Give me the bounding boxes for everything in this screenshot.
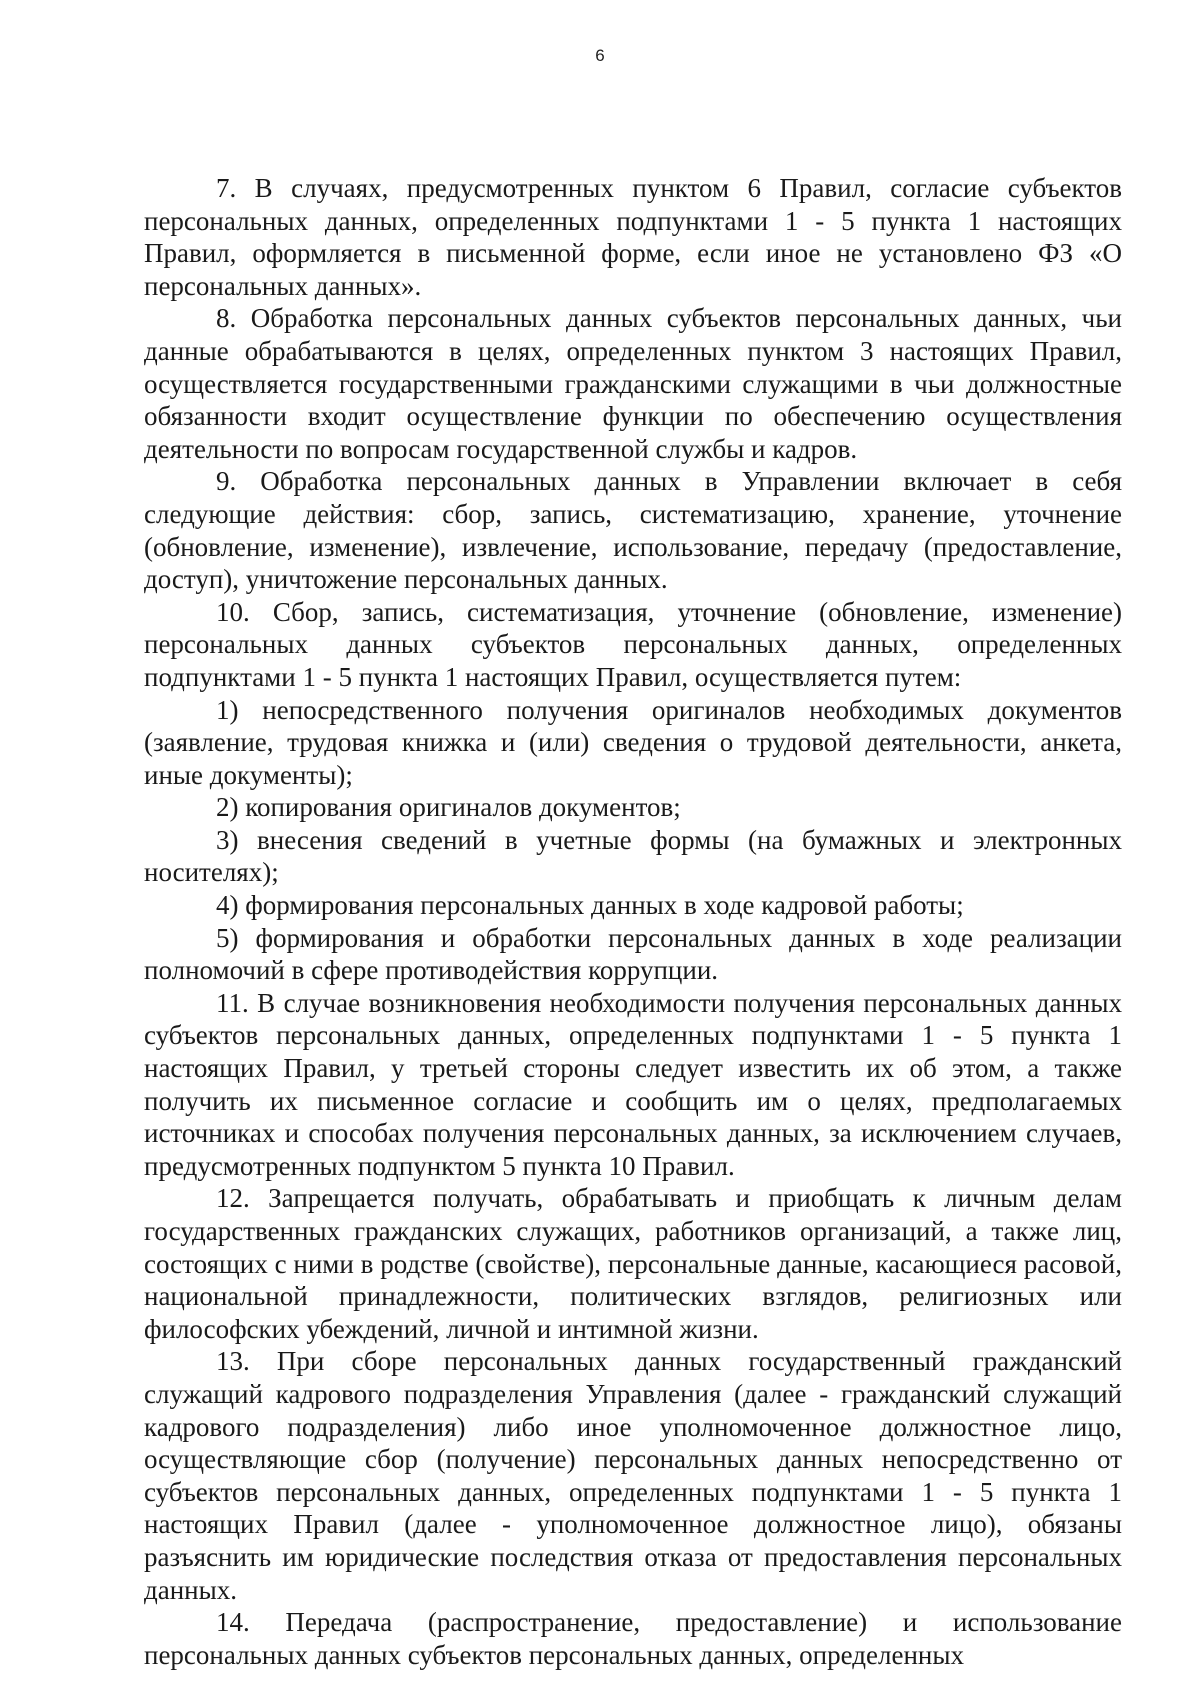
paragraph-9: 9. Обработка персональных данных в Управлении включает в себя следующие действия: сбор, запись, систематизацию, хранение, уточнение (обновление, изменение), извлечение, использование, передачу (предоставление, доступ), уничтожение персональных данных. <box>144 466 1122 595</box>
document-body <box>144 172 1122 1671</box>
paragraph-14: 14. Передача (распространение, предоставление) и использование персональных данных субъектов персональных данных, определенных <box>144 1607 1122 1670</box>
paragraph-10: 10. Сбор, запись, систематизация, уточнение (обновление, изменение) персональных данных субъектов персональных данных, определенных подпунктами 1 - 5 пункта 1 настоящих Правил, осуществляется путем: <box>144 596 1122 692</box>
paragraph-8: 8. Обработка персональных данных субъектов персональных данных, чьи данные обрабатываются в целях, определенных пунктом 3 настоящих Правил, осуществляется государственными гражданскими служащими в чьи должностные обязанности входит осуществление функции по обеспечению осуществления деятельности по вопросам государственной службы и кадров. <box>144 303 1122 464</box>
paragraph-11: 11. В случае возникновения необходимости получения персональных данных субъектов персональных данных, определенных подпунктами 1 - 5 пункта 1 настоящих Правил, у третьей стороны следует известить их об этом, а также получить их письменное согласие и сообщить им о целях, предполагаемых источниках и способах получения персональных данных, за исключением случаев, предусмотренных подпунктом 5 пункта 10 Правил. <box>144 987 1122 1181</box>
subitem-10-1: 1) непосредственного получения оригиналов необходимых документов (заявление, трудовая книжка и (или) сведения о трудовой деятельности, анкета, иные документы); <box>144 694 1122 790</box>
subitem-10-4: 4) формирования персональных данных в ходе кадровой работы; <box>216 890 964 921</box>
subitem-10-3: 3) внесения сведений в учетные формы (на бумажных и электронных носителях); <box>144 824 1122 888</box>
paragraph-12: 12. Запрещается получать, обрабатывать и приобщать к личным делам государственных гражданских служащих, работников организаций, а также лиц, состоящих с ними в родстве (свойстве), персональные данные, касающиеся расовой, национальной принадлежности, политических взглядов, религиозных или философских убеждений, личной и интимной жизни. <box>144 1183 1122 1344</box>
paragraph-13: 13. При сборе персональных данных государственный гражданский служащий кадрового подразделения Управления (далее - гражданский служащий кадрового подразделения) либо иное уполномоченное должностное лицо, осуществляющие сбор (получение) персональных данных непосредственно от субъектов персональных данных, определенных подпунктами 1 - 5 пункта 1 настоящих Правил (далее - уполномоченное должностное лицо), обязаны разъяснить им юридические последствия отказа от предоставления персональных данных. <box>144 1346 1122 1605</box>
subitem-10-2: 2) копирования оригиналов документов; <box>216 792 681 823</box>
paragraph-7: 7. В случаях, предусмотренных пунктом 6 Правил, согласие субъектов персональных данных, определенных подпунктами 1 - 5 пункта 1 настоящих Правил, оформляется в письменной форме, если иное не установлено ФЗ «О персональных данных». <box>144 173 1122 301</box>
page-number: 6 <box>595 46 605 65</box>
subitem-10-5: 5) формирования и обработки персональных данных в ходе реализации полномочий в сфере противодействия коррупции. <box>144 922 1122 986</box>
